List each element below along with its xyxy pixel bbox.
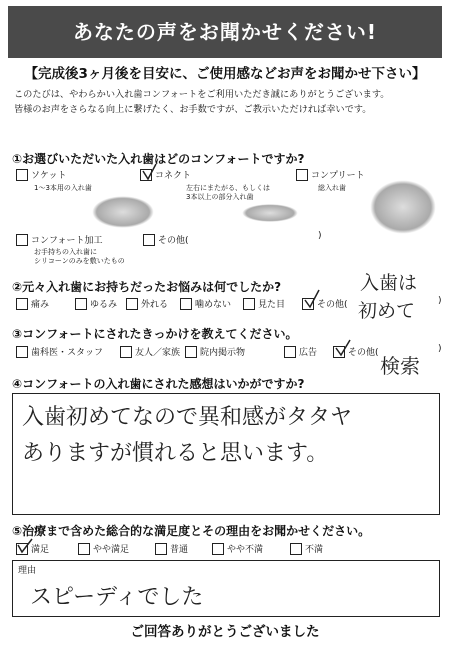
intro-line-1: このたびは、やわらかい入れ歯コンフォートをご利用いただき誠にありがとうございます。 <box>14 89 390 100</box>
handwritten-answer: 入歯は <box>360 272 418 294</box>
checkbox[interactable] <box>185 346 197 358</box>
option-note: お手持ちの入れ歯に <box>34 248 97 256</box>
option-pain[interactable] <box>16 297 49 310</box>
option-comfort-processing[interactable] <box>16 233 103 246</box>
option-label: その他( <box>158 236 189 246</box>
option-label: 歯科医・スタッフ <box>31 348 104 358</box>
option-other[interactable] <box>143 233 189 246</box>
checkbox[interactable] <box>16 346 28 358</box>
question-2-title: ②元々入れ歯にお持ちだったお悩みは何でしたか? <box>12 280 282 294</box>
denture-image-connect <box>242 204 298 222</box>
option-label: 痛み <box>31 300 50 310</box>
question-3-title: ③コンフォートにされたきっかけを教えてください。 <box>12 327 298 341</box>
option-neutral[interactable] <box>155 542 188 555</box>
option-somewhat-dissatisfied[interactable] <box>212 542 263 555</box>
option-label: コンプリート <box>311 171 365 181</box>
checkbox[interactable] <box>284 346 296 358</box>
checkmark-icon <box>302 288 322 310</box>
checkbox[interactable] <box>243 298 255 310</box>
checkbox[interactable] <box>16 234 28 246</box>
checkbox[interactable] <box>155 543 167 555</box>
option-advertisement[interactable] <box>284 345 317 358</box>
checkbox[interactable] <box>126 298 138 310</box>
paren-close: ) <box>438 344 442 354</box>
option-somewhat-satisfied[interactable] <box>78 542 129 555</box>
option-loose[interactable] <box>75 297 117 310</box>
option-label: やや不満 <box>227 545 264 555</box>
handwritten-answer: 入歯初めてなので異和感がタタヤ <box>22 405 353 430</box>
checkbox[interactable] <box>296 169 308 181</box>
checkbox[interactable] <box>290 543 302 555</box>
option-label: その他( <box>348 348 379 358</box>
denture-image-complete <box>370 180 436 234</box>
checkbox[interactable] <box>180 298 192 310</box>
question-4-title: ④コンフォートの入れ歯にされた感想はいかがですか? <box>12 377 305 391</box>
checkbox[interactable] <box>212 543 224 555</box>
option-label: 満足 <box>31 545 50 555</box>
closing-message: ご回答ありがとうございました <box>130 624 320 640</box>
checkbox[interactable] <box>78 543 90 555</box>
option-note: 総入れ歯 <box>318 184 346 192</box>
question-1-title: ①お選びいただいた入れ歯はどのコンフォートですか? <box>12 152 305 166</box>
checkbox[interactable] <box>75 298 87 310</box>
option-label: ソケット <box>31 171 67 181</box>
subtitle: 【完成後3ヶ月後を目安に、ご使用感などお声をお聞かせ下さい】 <box>24 66 426 82</box>
option-label: 不満 <box>305 545 324 555</box>
option-label: 広告 <box>299 348 318 358</box>
handwritten-answer: 検索 <box>380 354 420 378</box>
checkmark-icon <box>333 338 353 358</box>
reason-label: 理由 <box>18 566 37 576</box>
option-label: 噛めない <box>195 300 232 310</box>
option-label: やや満足 <box>93 545 130 555</box>
option-label: コンフォート加工 <box>31 236 103 246</box>
option-label: 友人／家族 <box>135 348 181 358</box>
option-label: ゆるみ <box>90 300 118 310</box>
option-note: 1〜3本用の入れ歯 <box>34 184 92 192</box>
option-clinic-poster[interactable] <box>185 345 245 358</box>
question-5-title: ⑤治療まで含めた総合的な満足度とその理由をお聞かせください。 <box>12 524 371 538</box>
page-title: あなたの声をお聞かせください! <box>8 6 442 58</box>
option-label: 院内掲示物 <box>200 348 246 358</box>
option-dentist-staff[interactable] <box>16 345 103 358</box>
option-label: コネクト <box>155 171 192 181</box>
paren-close: ) <box>318 231 322 241</box>
option-complete[interactable] <box>296 168 365 181</box>
checkbox[interactable] <box>143 234 155 246</box>
checkbox[interactable] <box>120 346 132 358</box>
option-label: その他( <box>317 300 348 310</box>
option-friend-family[interactable] <box>120 345 180 358</box>
intro-line-2: 皆様のお声をさらなる向上に繋げたく、お手数ですが、ご教示いただければ幸いです。 <box>14 104 372 115</box>
checkmark-icon <box>15 536 35 556</box>
option-note: 左右にまたがる、もしくは <box>186 184 270 192</box>
option-label: 外れる <box>141 300 169 310</box>
paren-close: ) <box>438 296 442 306</box>
option-note: 3本以上の部分入れ歯 <box>186 193 254 201</box>
handwritten-answer: スピーディでした <box>30 585 204 610</box>
option-dissatisfied[interactable] <box>290 542 323 555</box>
option-falls-out[interactable] <box>126 297 168 310</box>
option-cannot-chew[interactable] <box>180 297 231 310</box>
option-note: シリコーンのみを敷いたもの <box>34 257 125 265</box>
denture-image-socket <box>92 196 154 228</box>
checkbox[interactable] <box>16 169 28 181</box>
handwritten-answer: 初めて <box>358 300 416 322</box>
option-socket[interactable] <box>16 168 66 181</box>
checkbox[interactable] <box>16 298 28 310</box>
option-appearance[interactable] <box>243 297 285 310</box>
option-label: 普通 <box>170 545 189 555</box>
checkmark-icon <box>140 162 160 182</box>
handwritten-answer: ありますが慣れると思います。 <box>22 441 329 466</box>
option-label: 見た目 <box>258 300 286 310</box>
